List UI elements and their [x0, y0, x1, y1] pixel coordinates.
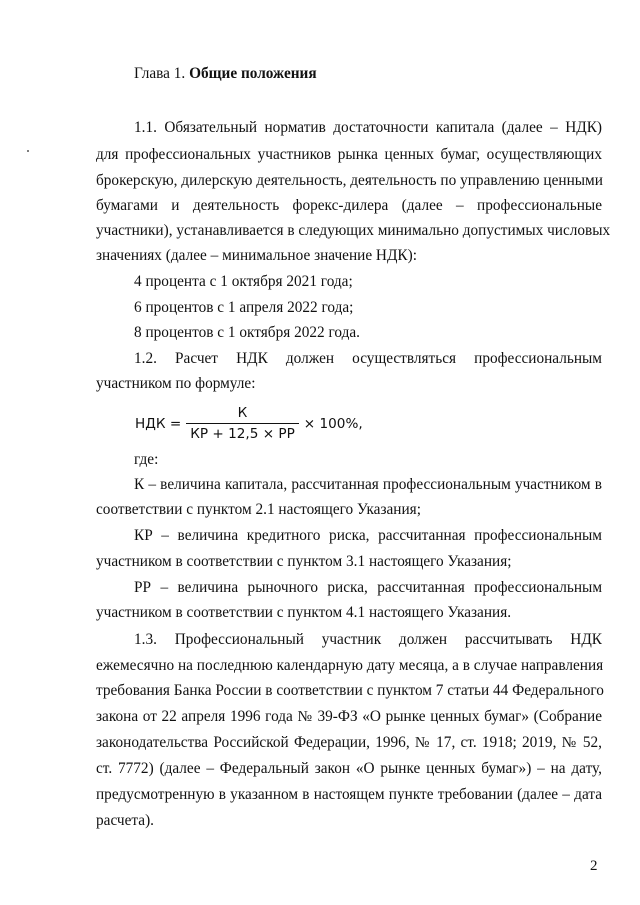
where-label: где: — [134, 451, 159, 468]
paragraph-1-3-line: законодательства Российской Федерации, 1996, № 17, ст. 1918; 2019, № 52, — [96, 734, 602, 751]
definition-line: РР – величина рыночного риска, рассчитанная профессиональным — [134, 579, 602, 596]
paragraph-1-3-line: ежемесячно на последнюю календарную дату месяца, а в случае направления — [96, 657, 604, 674]
paragraph-1-3-line: закона от 22 апреля 1996 года № 39-ФЗ «О рынке ценных бумаг» (Собрание — [96, 708, 602, 725]
paragraph-1-3-line: 1.3. Профессиональный участник должен рассчитывать НДК — [134, 631, 602, 648]
formula-rhs: × 100%, — [303, 416, 363, 432]
paragraph-1-1-line: 1.1. Обязательный норматив достаточности капитала (далее – НДК) — [134, 119, 602, 136]
paragraph-1-1-line: бумагами и деятельность форекс-дилера (далее – профессиональные — [96, 197, 602, 214]
page-number: 2 — [590, 858, 598, 874]
paragraph-1-3-line: требования Банка России в соответствии с пунктом 7 статьи 44 Федерального — [96, 682, 604, 699]
formula-denominator: КР + 12,5 × РР — [186, 423, 299, 443]
scan-speck — [27, 150, 29, 152]
paragraph-1-3-line: расчета). — [96, 812, 154, 829]
ndk-formula — [135, 402, 363, 446]
paragraph-1-2-line: участником по формуле: — [96, 375, 256, 392]
paragraph-1-1-line: для профессиональных участников рынка ценных бумаг, осуществляющих — [96, 146, 602, 163]
paragraph-1-1-line: участники), устанавливается в следующих минимально допустимых числовых — [96, 222, 611, 239]
paragraph-1-1-line: значениях (далее – минимальное значение НДК): — [96, 247, 417, 264]
paragraph-1-3-line: предусмотренную в указанном в настоящем пункте требовании (далее – дата — [96, 786, 602, 803]
paragraph-1-2-line: 1.2. Расчет НДК должен осуществляться профессиональным — [134, 350, 602, 367]
definition-line: участником в соответствии с пунктом 4.1 настоящего Указания. — [96, 604, 512, 621]
formula-lhs: НДК = — [135, 416, 182, 432]
definition-line: КР – величина кредитного риска, рассчитанная профессиональным — [134, 527, 602, 544]
formula-fraction — [186, 405, 299, 443]
chapter-heading-prefix: Глава 1. — [134, 65, 190, 82]
list-item: 6 процентов с 1 апреля 2022 года; — [134, 299, 354, 316]
formula-numerator: К — [237, 405, 248, 421]
chapter-heading-title: Общие положения — [189, 65, 317, 82]
paragraph-1-3-line: ст. 7772) (далее – Федеральный закон «О рынке ценных бумаг») – на дату, — [96, 760, 602, 777]
list-item: 8 процентов с 1 октября 2022 года. — [134, 324, 360, 341]
list-item: 4 процента с 1 октября 2021 года; — [134, 273, 353, 290]
chapter-heading — [134, 64, 640, 84]
paragraph-1-1-line: брокерскую, дилерскую деятельность, деятельность по управлению ценными — [96, 172, 603, 189]
definition-line: К – величина капитала, рассчитанная профессиональным участником в — [134, 476, 602, 493]
definition-line: соответствии с пунктом 2.1 настоящего Указания; — [96, 501, 421, 518]
definition-line: участником в соответствии с пунктом 3.1 настоящего Указания; — [96, 553, 512, 570]
